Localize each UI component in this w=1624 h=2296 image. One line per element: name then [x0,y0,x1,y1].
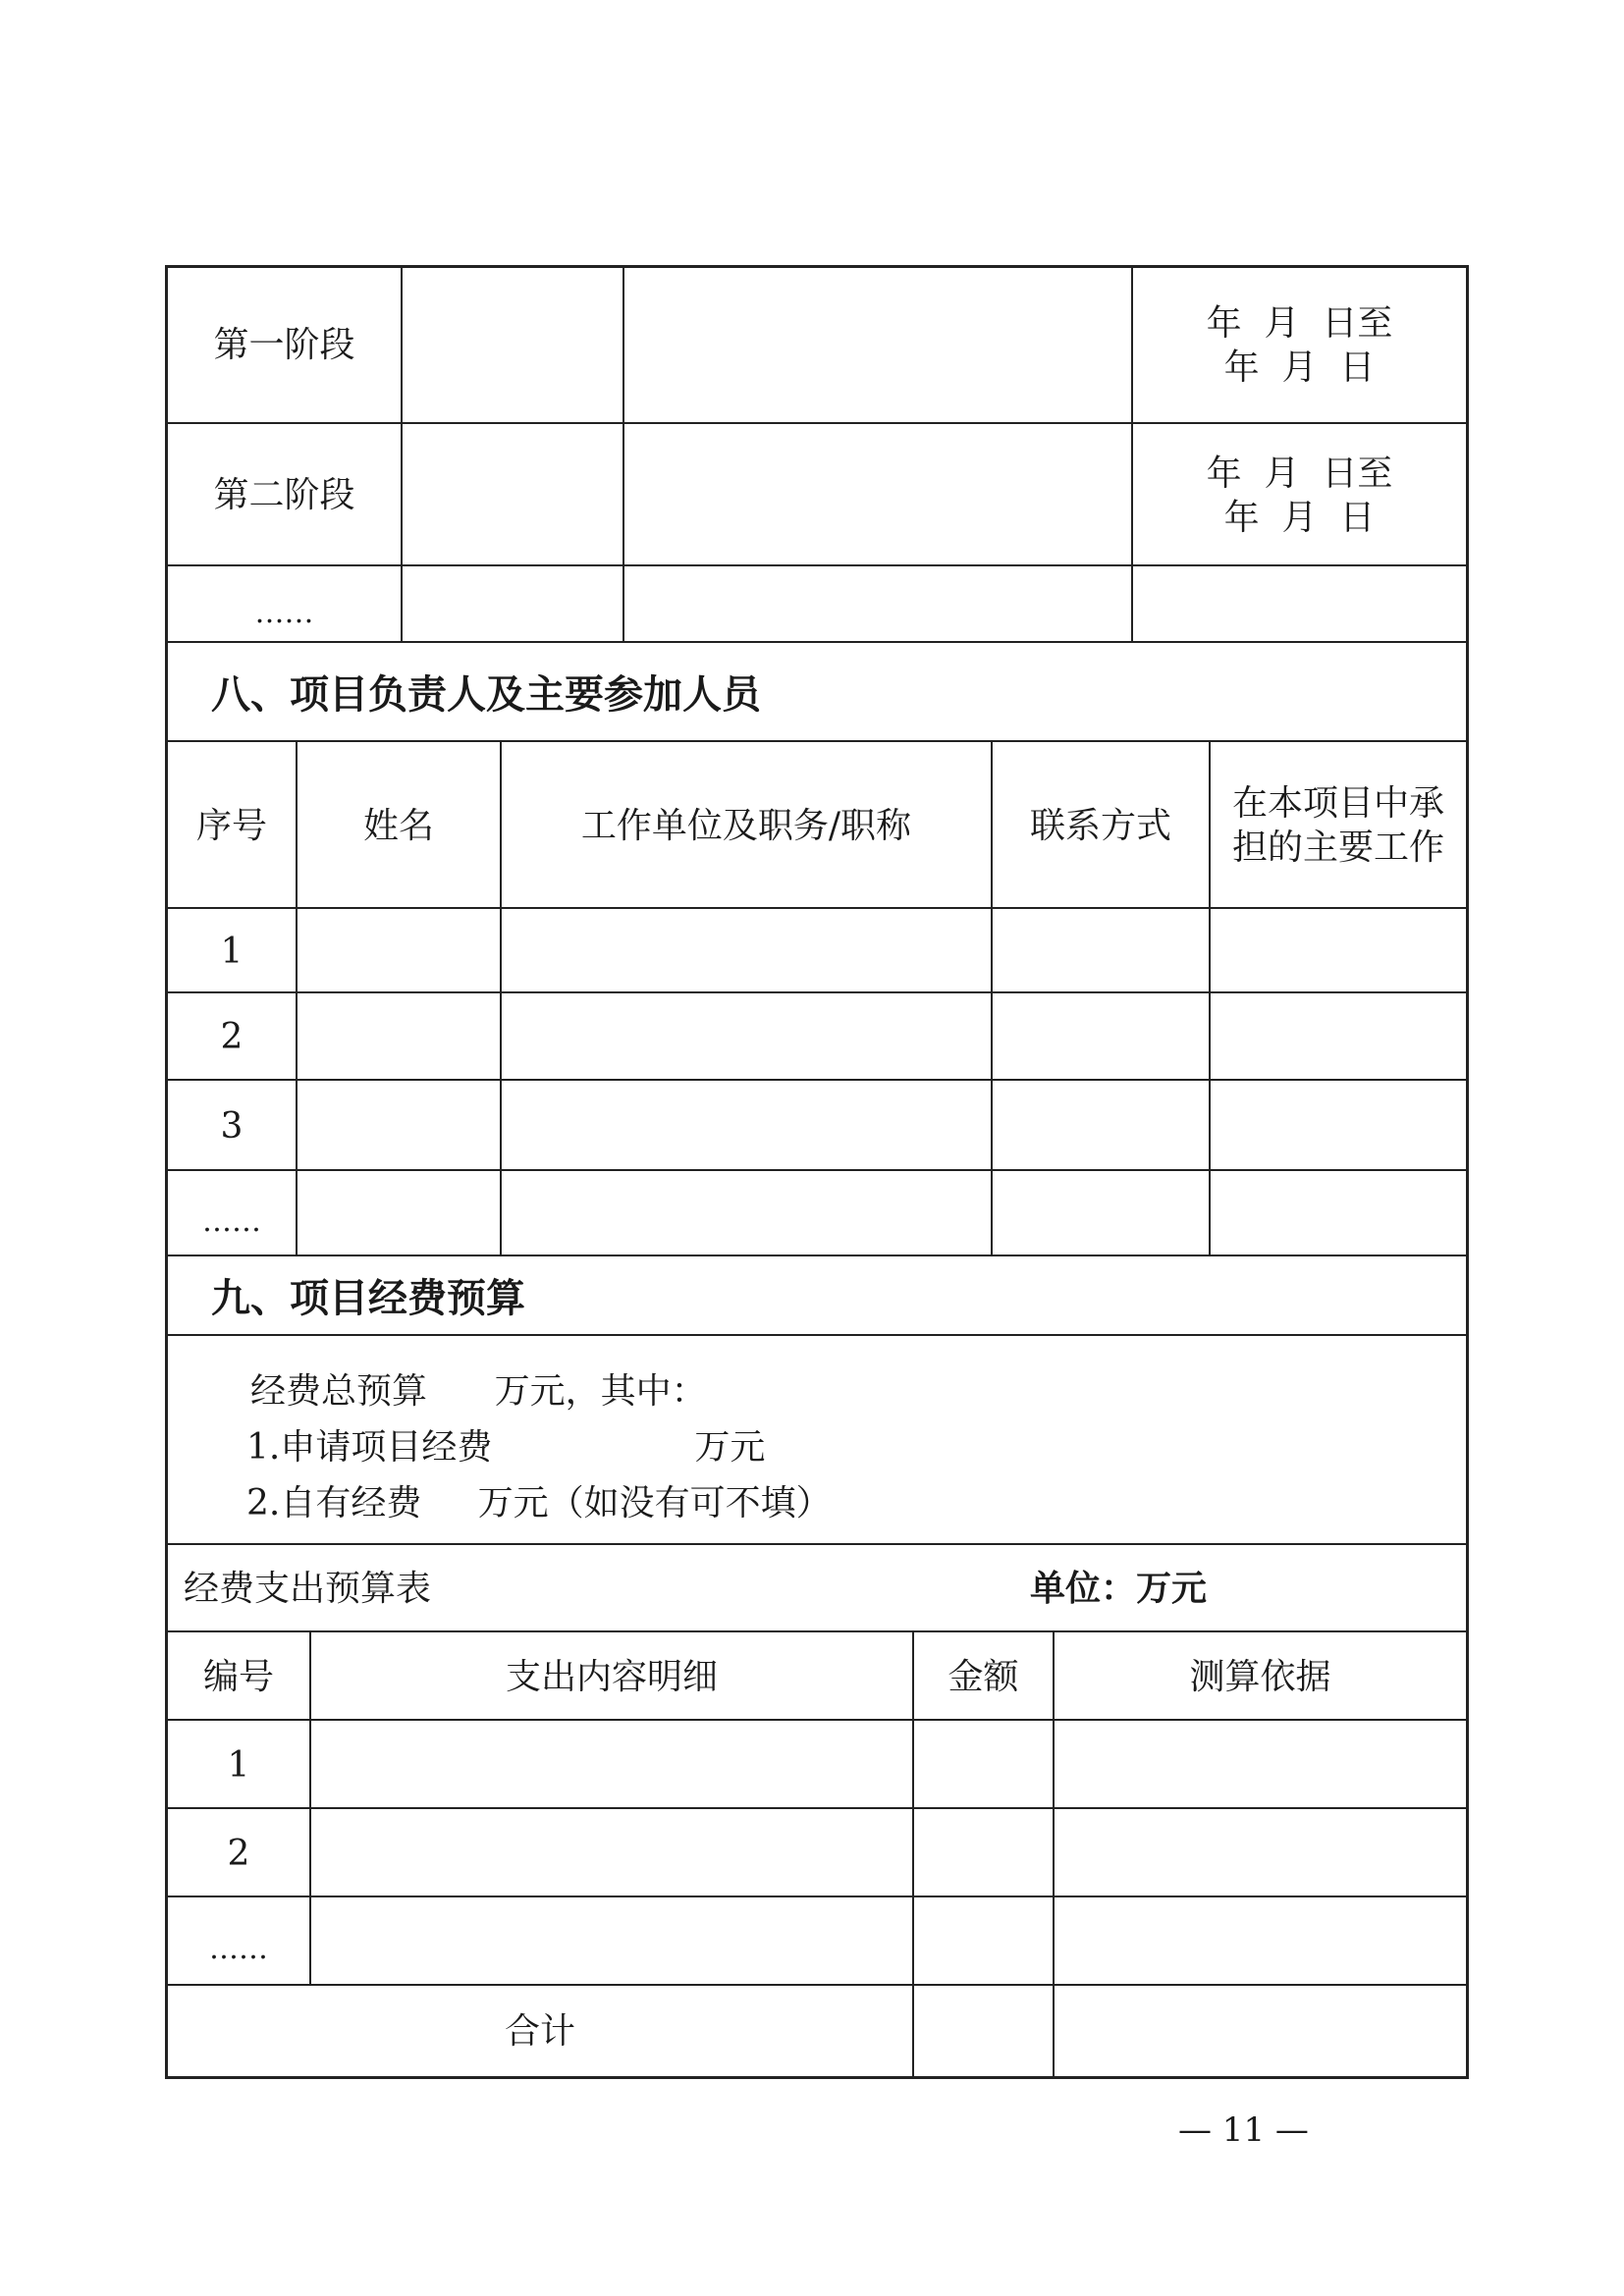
header-role-line2: 担的主要工作 [1231,828,1444,868]
header-amount: 金额 [912,1632,1053,1721]
total-amount-cell[interactable] [912,1986,1053,2076]
row-num: …… [209,1932,268,1967]
contact-cell[interactable] [991,1081,1209,1171]
budget-total-line: 经费总预算 万元，其中： [250,1371,707,1412]
personnel-header-row [168,740,1466,909]
detail-cell[interactable] [309,1897,912,1986]
expense-row [168,1896,1466,1986]
contact-cell[interactable] [991,993,1209,1081]
stage-date[interactable] [1131,424,1466,566]
schedule-row [168,422,1466,566]
personnel-row [168,1079,1466,1171]
expense-row [168,1807,1466,1897]
section9-title: 九、项目经费预算 [168,1255,1466,1334]
unit-cell[interactable] [500,909,991,993]
amount-cell[interactable] [912,1897,1053,1986]
basis-cell[interactable] [1053,1809,1466,1897]
personnel-row [168,991,1466,1081]
date-start: 年 月 日至 [1206,302,1393,344]
role-cell[interactable] [1209,1171,1466,1256]
application-form [165,265,1469,2079]
schedule-content-cell[interactable] [623,566,1131,643]
personnel-row [168,907,1466,993]
budget-item1: 1.申请项目经费 万元 [246,1427,766,1468]
header-contact: 联系方式 [991,742,1209,909]
row-seq: 2 [220,1017,244,1057]
role-cell[interactable] [1209,993,1466,1081]
header-seq: 序号 [195,805,267,846]
schedule-cell[interactable] [401,268,623,422]
row-num: 2 [227,1833,250,1874]
expense-row [168,1719,1466,1809]
contact-cell[interactable] [991,909,1209,993]
stage-date[interactable] [1131,268,1466,422]
stage-date[interactable] [1131,566,1466,643]
schedule-row [168,268,1466,422]
expense-header-row [168,1630,1466,1721]
stage-label: …… [254,596,314,631]
unit-label: 单位：万元 [1030,1569,1208,1609]
expense-title-row [168,1543,1466,1632]
name-cell[interactable] [296,1171,500,1256]
header-role-line1: 在本项目中承 [1231,783,1444,824]
page-number: — 11 — [1178,2110,1309,2150]
date-start: 年 月 日至 [1206,453,1393,494]
schedule-content-cell[interactable] [623,424,1131,566]
expense-total-row [168,1984,1466,2076]
detail-cell[interactable] [309,1809,912,1897]
unit-cell[interactable] [500,1081,991,1171]
row-seq: …… [202,1203,261,1239]
row-num: 1 [227,1744,250,1786]
total-label: 合计 [504,2010,575,2052]
detail-cell[interactable] [309,1721,912,1809]
contact-cell[interactable] [991,1171,1209,1256]
personnel-row [168,1169,1466,1256]
schedule-cell[interactable] [401,566,623,643]
unit-cell[interactable] [500,1171,991,1256]
date-end: 年 月 日 [1223,347,1376,388]
schedule-content-cell[interactable] [623,268,1131,422]
header-role [1209,742,1466,909]
name-cell[interactable] [296,909,500,993]
date-end: 年 月 日 [1223,497,1376,538]
header-name: 姓名 [296,742,500,909]
header-detail: 支出内容明细 [309,1632,912,1721]
schedule-cell[interactable] [401,424,623,566]
name-cell[interactable] [296,1081,500,1171]
role-cell[interactable] [1209,909,1466,993]
header-basis: 测算依据 [1053,1632,1466,1721]
header-unit: 工作单位及职务/职称 [500,742,991,909]
section8-title: 八、项目负责人及主要参加人员 [168,641,1466,740]
row-seq: 1 [220,931,244,972]
row-seq: 3 [220,1105,244,1147]
budget-summary [168,1334,1466,1543]
header-num: 编号 [202,1656,274,1697]
unit-cell[interactable] [500,993,991,1081]
schedule-row [168,564,1466,643]
name-cell[interactable] [296,993,500,1081]
total-basis-cell[interactable] [1053,1986,1466,2076]
basis-cell[interactable] [1053,1721,1466,1809]
basis-cell[interactable] [1053,1897,1466,1986]
amount-cell[interactable] [912,1809,1053,1897]
expense-table-title: 经费支出预算表 [184,1569,432,1609]
budget-item2: 2.自有经费 万元（如没有可不填） [246,1483,832,1523]
stage-label: 第一阶段 [213,325,355,365]
amount-cell[interactable] [912,1721,1053,1809]
stage-label: 第二阶段 [213,475,355,515]
role-cell[interactable] [1209,1081,1466,1171]
